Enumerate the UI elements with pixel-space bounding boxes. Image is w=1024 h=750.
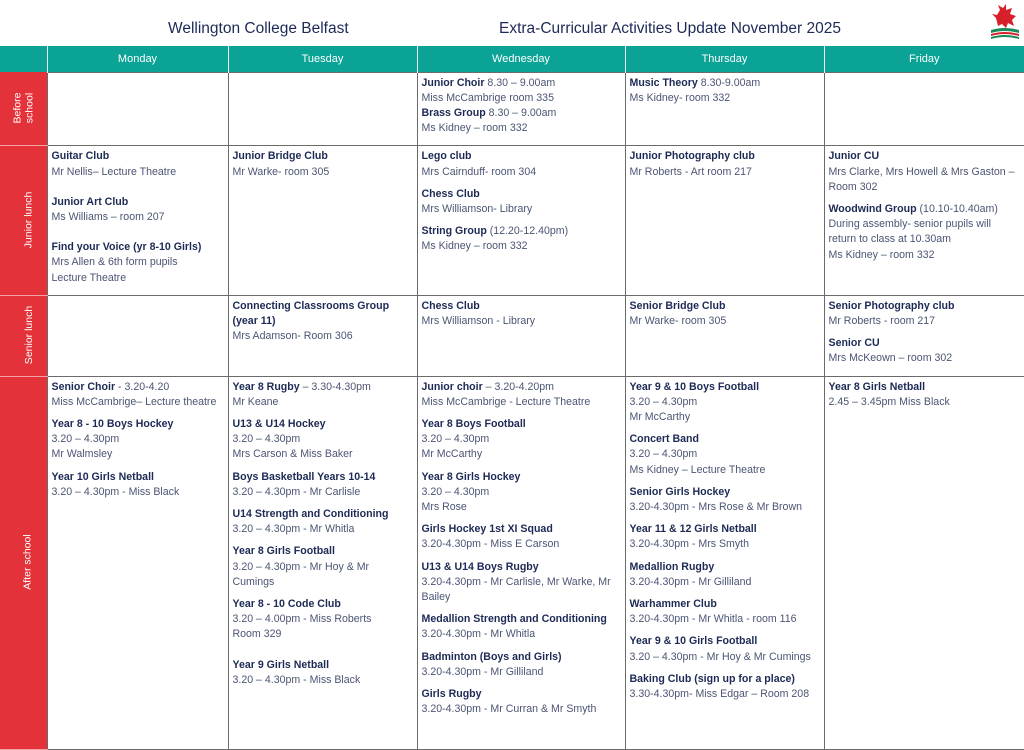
time-slot-row-junior-lunch xyxy=(0,146,1024,295)
activity-detail: Mr Nellis– Lecture Theatre xyxy=(51,165,177,178)
activity-entry xyxy=(422,149,621,179)
activity-detail: Mrs Carson & Miss Baker xyxy=(232,448,353,461)
activity-entry xyxy=(233,507,413,537)
activity-detail: 3.20-4.30pm - Mr Gilliland xyxy=(629,575,752,588)
activity-name: U14 Strength and Conditioning xyxy=(232,507,389,520)
cell-tuesday-junior-lunch xyxy=(228,146,417,295)
day-header-row xyxy=(0,46,1024,72)
activity-entry xyxy=(630,634,820,664)
activity-heading xyxy=(233,507,413,522)
activity-heading xyxy=(422,149,621,164)
activity-name: Senior Girls Hockey xyxy=(629,485,731,498)
activity-name: Chess Club xyxy=(421,299,480,312)
activity-heading xyxy=(829,299,1020,314)
activity-time: 8.30 – 9.00am xyxy=(484,76,556,89)
activity-detail: Ms Kidney – room 332 xyxy=(828,248,935,261)
activity-name: Guitar Club xyxy=(51,150,110,163)
activity-entry xyxy=(422,687,621,717)
activity-entry xyxy=(829,202,1020,263)
activity-time: (12.20-12.40pm) xyxy=(486,225,569,238)
cell-monday-after-school xyxy=(47,376,228,749)
activity-name: Junior choir xyxy=(421,380,483,393)
row-label-after-school xyxy=(0,376,47,749)
activity-name: Year 8 Girls Hockey xyxy=(421,470,521,483)
activity-heading xyxy=(630,560,820,575)
activity-detail: Lecture Theatre xyxy=(51,271,127,284)
activity-heading xyxy=(630,380,820,395)
activity-detail: Room 329 xyxy=(232,628,282,641)
activity-detail: Mrs Clarke, Mrs Howell & Mrs Gaston – Room 302 xyxy=(828,165,1015,193)
activity-entry xyxy=(630,522,820,552)
activity-name: Year 8 Boys Football xyxy=(421,417,526,430)
activity-name: Find your Voice (yr 8-10 Girls) xyxy=(51,241,202,254)
activity-name: Year 8 Girls Football xyxy=(232,545,335,558)
activity-detail: During assembly- senior pupils will return to class at 10.30am xyxy=(828,218,991,246)
activity-name: Senior Choir xyxy=(51,380,116,393)
row-label-text: Junior lunch xyxy=(22,191,35,249)
activity-detail: Ms Kidney – Lecture Theatre xyxy=(629,463,766,476)
activity-detail: 3.20-4.30pm - Mr Curran & Mr Smyth xyxy=(421,703,597,716)
row-label-senior-lunch xyxy=(0,295,47,376)
activity-entry xyxy=(52,195,224,225)
activity-name: Girls Rugby xyxy=(421,688,482,700)
activity-heading xyxy=(422,187,621,202)
day-header-friday: Friday xyxy=(824,46,1024,72)
cell-tuesday-after-school xyxy=(228,376,417,749)
activity-detail: 3.20 – 4.30pm - Mr Hoy & Mr Cumings xyxy=(629,650,811,663)
activity-entry xyxy=(422,522,621,552)
activity-heading xyxy=(233,417,413,432)
cell-friday-after-school xyxy=(824,376,1024,749)
activity-heading xyxy=(630,597,820,612)
activity-heading xyxy=(630,634,820,649)
activity-entry xyxy=(422,560,621,606)
activities-timetable xyxy=(0,46,1024,750)
activity-entry xyxy=(422,224,621,254)
activity-entry xyxy=(829,149,1020,195)
activity-detail: 2.45 – 3.45pm Miss Black xyxy=(828,395,950,408)
activity-entry xyxy=(52,149,224,179)
activity-entry xyxy=(422,612,621,642)
day-header-monday: Monday xyxy=(47,46,228,72)
cell-thursday-before-school xyxy=(625,72,824,146)
activity-entry xyxy=(829,336,1020,366)
activity-time: 8.30-9.00am xyxy=(697,76,761,89)
activity-heading xyxy=(630,485,820,500)
activity-name: Year 8 Girls Netball xyxy=(828,380,926,393)
activity-heading xyxy=(422,106,621,121)
activity-detail: 3.20 – 4.30pm xyxy=(51,433,120,446)
header-corner xyxy=(0,46,47,72)
row-label-before-school xyxy=(0,72,47,146)
cell-friday-before-school xyxy=(824,72,1024,146)
activity-detail: 3.20 – 4.30pm xyxy=(421,433,490,446)
activity-name: Senior Photography club xyxy=(828,299,955,312)
activity-entry xyxy=(422,417,621,463)
activity-name: Junior Bridge Club xyxy=(232,150,328,163)
activity-detail: 3.20 – 4.00pm - Miss Roberts xyxy=(232,613,372,626)
activity-detail: 3.20 – 4.30pm - Miss Black xyxy=(51,485,180,498)
activity-name: Year 9 & 10 Girls Football xyxy=(629,635,758,648)
activity-entry xyxy=(233,417,413,463)
activity-detail: Mr McCarthy xyxy=(421,448,483,461)
activity-time: (10.10-10.40am) xyxy=(916,202,998,215)
activity-name: String Group xyxy=(421,225,487,238)
activity-heading xyxy=(829,202,1020,217)
activity-heading xyxy=(422,299,621,314)
activity-detail: 3.20-4.30pm - Miss E Carson xyxy=(421,538,560,551)
activity-name: Concert Band xyxy=(629,433,699,446)
activity-detail: Mr Walmsley xyxy=(51,448,113,461)
activity-name: Music Theory xyxy=(629,76,698,89)
activity-heading xyxy=(422,687,621,702)
activity-name: Brass Group xyxy=(421,106,486,119)
activity-entry xyxy=(233,299,413,345)
school-name: Wellington College Belfast xyxy=(168,20,349,37)
activity-heading xyxy=(422,650,621,665)
activity-name: Badminton (Boys and Girls) xyxy=(421,650,562,663)
activity-entry xyxy=(630,485,820,515)
activity-detail: Mrs Rose xyxy=(421,500,467,513)
activity-name: Year 8 - 10 Code Club xyxy=(232,597,341,610)
activity-name: Boys Basketball Years 10-14 xyxy=(232,470,376,483)
cell-wednesday-junior-lunch xyxy=(417,146,625,295)
activity-entry xyxy=(233,597,413,643)
activity-entry xyxy=(52,380,224,410)
activity-heading xyxy=(422,380,621,395)
activity-entry xyxy=(630,432,820,478)
activity-name: Year 11 & 12 Girls Netball xyxy=(629,523,757,536)
activity-entry xyxy=(422,470,621,516)
day-header-thursday: Thursday xyxy=(625,46,824,72)
activity-detail: Ms Kidney – room 332 xyxy=(421,240,528,253)
activity-detail: 3.20 – 4.30pm - Mr Carlisle xyxy=(232,485,361,498)
activity-name: Junior Photography club xyxy=(629,150,755,163)
activity-detail: Miss McCambrige - Lecture Theatre xyxy=(421,395,591,408)
activity-detail: 3.20 – 4.30pm xyxy=(629,448,698,461)
activity-entry xyxy=(422,76,621,106)
activity-name: U13 & U14 Boys Rugby xyxy=(421,560,539,573)
activity-name: Medallion Strength and Conditioning xyxy=(421,613,607,626)
activity-entry xyxy=(52,417,224,463)
activity-heading xyxy=(52,417,224,432)
activity-entry xyxy=(233,658,413,688)
activity-time: - 3.20-4.20 xyxy=(115,380,170,393)
activity-heading xyxy=(630,672,820,687)
activity-heading xyxy=(52,380,224,395)
activity-name: U13 & U14 Hockey xyxy=(232,417,326,430)
activity-entry xyxy=(422,380,621,410)
activity-name: Girls Hockey 1st XI Squad xyxy=(421,523,553,536)
activity-heading xyxy=(422,224,621,239)
cell-monday-before-school xyxy=(47,72,228,146)
cell-thursday-senior-lunch xyxy=(625,295,824,376)
activity-entry xyxy=(422,650,621,680)
activity-entry xyxy=(630,380,820,426)
activity-entry xyxy=(630,672,820,702)
activity-name: Junior CU xyxy=(828,150,880,163)
activity-detail: 3.20-4.30pm - Mrs Smyth xyxy=(629,538,750,551)
activity-detail: Miss McCambrige– Lecture theatre xyxy=(51,395,217,408)
activity-time: 8.30 – 9.00am xyxy=(485,106,557,119)
activity-entry xyxy=(233,544,413,590)
activity-name: Year 9 & 10 Boys Football xyxy=(629,380,760,393)
activity-heading xyxy=(233,299,413,329)
row-label-text: After school xyxy=(21,534,34,590)
activity-name: Medallion Rugby xyxy=(629,560,715,573)
cell-thursday-junior-lunch xyxy=(625,146,824,295)
activity-entry xyxy=(630,299,820,329)
activity-heading xyxy=(422,470,621,485)
activity-name: Senior Bridge Club xyxy=(629,299,726,312)
activity-heading xyxy=(422,612,621,627)
activity-entry xyxy=(630,597,820,627)
activity-heading xyxy=(233,470,413,485)
activity-entry xyxy=(52,470,224,500)
activity-detail: 3.20 – 4.30pm - Mr Hoy & Mr Cumings xyxy=(232,560,370,588)
activity-heading xyxy=(829,336,1020,351)
activity-detail: 3.20 – 4.30pm xyxy=(232,433,301,446)
activity-detail: 3.20-4.30pm - Mr Carlisle, Mr Warke, Mr Bailey xyxy=(421,575,611,603)
cell-tuesday-senior-lunch xyxy=(228,295,417,376)
activity-name: Baking Club (sign up for a place) xyxy=(629,672,795,685)
activity-detail: 3.20 – 4.30pm xyxy=(629,395,698,408)
activity-entry xyxy=(630,560,820,590)
document-title: Extra-Curricular Activities Update November 2025 xyxy=(499,20,841,37)
activity-entry xyxy=(829,380,1020,410)
activity-detail: 3.20-4.30pm - Mr Whitla - room 116 xyxy=(629,613,797,626)
activity-name: Year 10 Girls Netball xyxy=(51,470,154,483)
activity-heading xyxy=(422,560,621,575)
activity-detail: Mr Warke- room 305 xyxy=(232,165,330,178)
activity-entry xyxy=(233,380,413,410)
cell-wednesday-before-school xyxy=(417,72,625,146)
cell-monday-junior-lunch xyxy=(47,146,228,295)
activity-detail: Mrs Allen & 6th form pupils xyxy=(51,256,178,269)
activity-heading xyxy=(422,417,621,432)
cell-tuesday-before-school xyxy=(228,72,417,146)
cell-monday-senior-lunch xyxy=(47,295,228,376)
activity-entry xyxy=(630,76,820,106)
activity-detail: 3.20 – 4.30pm xyxy=(421,485,490,498)
activity-heading xyxy=(630,522,820,537)
activity-detail: Mr Roberts - Art room 217 xyxy=(629,165,752,178)
activity-detail: Ms Kidney- room 332 xyxy=(629,91,731,104)
activity-detail: Mr Keane xyxy=(232,395,279,408)
activity-heading xyxy=(52,470,224,485)
row-label-junior-lunch xyxy=(0,146,47,295)
activity-entry xyxy=(233,470,413,500)
activity-name: Junior Art Club xyxy=(51,195,129,208)
activity-heading xyxy=(52,240,224,255)
activity-name: Junior Choir xyxy=(421,76,485,89)
cell-friday-senior-lunch xyxy=(824,295,1024,376)
activity-detail: 3.20-4.30pm - Mr Whitla xyxy=(421,628,536,641)
activity-entry xyxy=(422,187,621,217)
activity-entry xyxy=(422,106,621,136)
activity-heading xyxy=(422,522,621,537)
activity-detail: Mrs Cairnduff- room 304 xyxy=(421,165,537,178)
activity-heading xyxy=(630,149,820,164)
activity-detail: Mrs Williamson - Library xyxy=(421,314,536,327)
cell-friday-junior-lunch xyxy=(824,146,1024,295)
activity-detail: Mrs McKeown – room 302 xyxy=(828,352,953,365)
activity-time: – 3.20-4.20pm xyxy=(482,380,554,393)
activity-heading xyxy=(630,76,820,91)
activity-name: Connecting Classrooms Group (year 11) xyxy=(232,299,390,327)
activity-detail: Mr Roberts - room 217 xyxy=(828,314,936,327)
day-header-tuesday: Tuesday xyxy=(228,46,417,72)
time-slot-row-before-school xyxy=(0,72,1024,146)
activity-name: Year 9 Girls Netball xyxy=(232,658,330,671)
activity-name: Senior CU xyxy=(828,337,880,350)
activity-heading xyxy=(233,544,413,559)
activity-time: – 3.30-4.30pm xyxy=(299,380,371,393)
activity-entry xyxy=(422,299,621,329)
activity-entry xyxy=(829,299,1020,329)
activity-detail: 3.20-4.30pm - Mr Gilliland xyxy=(421,665,544,678)
activity-detail: Mrs Williamson- Library xyxy=(421,202,533,215)
activity-entry xyxy=(233,149,413,179)
cell-thursday-after-school xyxy=(625,376,824,749)
activity-detail: Ms Kidney – room 332 xyxy=(421,122,528,135)
school-crest-logo xyxy=(988,2,1022,40)
activity-heading xyxy=(233,380,413,395)
activity-heading xyxy=(829,380,1020,395)
activity-detail: Mr McCarthy xyxy=(629,410,691,423)
activity-heading xyxy=(52,149,224,164)
row-label-text: Before school xyxy=(11,92,36,124)
activity-heading xyxy=(52,195,224,210)
activity-heading xyxy=(630,432,820,447)
time-slot-row-after-school xyxy=(0,376,1024,749)
activity-entry xyxy=(52,240,224,286)
activity-heading xyxy=(233,658,413,673)
row-label-text: Senior lunch xyxy=(23,305,36,365)
activity-name: Woodwind Group xyxy=(828,202,917,215)
activity-detail: 3.30-4.30pm- Miss Edgar – Room 208 xyxy=(629,688,810,700)
activity-name: Warhammer Club xyxy=(629,597,717,610)
activity-heading xyxy=(829,149,1020,164)
activity-heading xyxy=(233,597,413,612)
activity-name: Chess Club xyxy=(421,187,480,200)
cell-wednesday-after-school xyxy=(417,376,625,749)
activity-detail: Mr Warke- room 305 xyxy=(629,314,727,327)
cell-wednesday-senior-lunch xyxy=(417,295,625,376)
activity-detail: Mrs Adamson- Room 306 xyxy=(232,330,353,343)
activity-detail: Ms Williams – room 207 xyxy=(51,210,165,223)
activity-detail: Miss McCambrige room 335 xyxy=(421,91,554,104)
activity-name: Lego club xyxy=(421,150,472,163)
activity-detail: 3.20 – 4.30pm - Miss Black xyxy=(232,673,361,686)
activity-name: Year 8 Rugby xyxy=(232,380,300,393)
activity-heading xyxy=(422,76,621,91)
activity-heading xyxy=(630,299,820,314)
activity-detail: 3.20-4.30pm - Mrs Rose & Mr Brown xyxy=(629,500,802,513)
activity-entry xyxy=(630,149,820,179)
time-slot-row-senior-lunch xyxy=(0,295,1024,376)
day-header-wednesday: Wednesday xyxy=(417,46,625,72)
activity-detail: 3.20 – 4.30pm - Mr Whitla xyxy=(232,523,355,536)
activity-heading xyxy=(233,149,413,164)
activity-name: Year 8 - 10 Boys Hockey xyxy=(51,417,174,430)
